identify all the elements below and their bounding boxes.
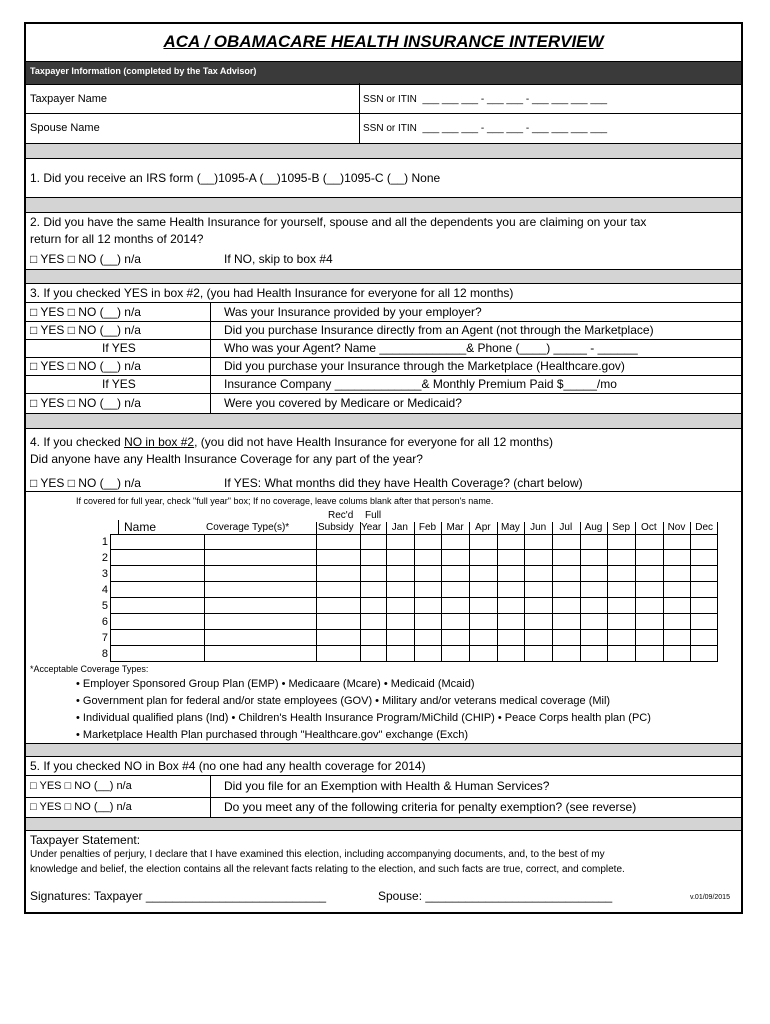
divider	[26, 357, 741, 358]
statement-line-2: knowledge and belief, the election contains all the relevant facts relating to the election, and such facts are true, correct, and complete.	[30, 864, 625, 875]
table-vline	[717, 522, 718, 662]
spouse-name-label: Spouse Name	[30, 122, 100, 134]
grey-separator	[26, 197, 741, 213]
table-header-recd-top: Rec'd	[328, 510, 354, 521]
coverage-bullet-3: • Individual qualified plans (Ind) • Children's Health Insurance Program/MiChild (CHIP) • Peace Corps health plan (PC)	[76, 712, 651, 724]
table-row-number: 4	[101, 584, 108, 596]
table-vline	[469, 522, 470, 662]
form-title: ACA / OBAMACARE HEALTH INSURANCE INTERVIEW	[163, 32, 604, 51]
table-header-month: Nov	[667, 522, 686, 533]
divider	[26, 321, 741, 322]
spouse-ssn-field[interactable]: ___ ___ ___ - ___ ___ - ___ ___ ___ ___	[422, 123, 608, 134]
table-hline	[110, 581, 718, 582]
divider	[26, 339, 741, 340]
table-hline	[110, 597, 718, 598]
table-vline	[690, 522, 691, 662]
table-row-number: 7	[101, 632, 108, 644]
q3-row-5-if-yes: If YES	[102, 377, 136, 391]
table-vline	[663, 522, 664, 662]
grey-separator	[26, 817, 741, 831]
table-vline	[552, 522, 553, 662]
spouse-signature-field[interactable]: Spouse: ____________________________	[378, 889, 613, 903]
table-hline	[110, 534, 718, 535]
question-5-header: 5. If you checked NO in Box #4 (no one had any health coverage for 2014)	[30, 759, 426, 773]
question-1: 1. Did you receive an IRS form (__)1095-A (__)1095-B (__)1095-C (__) None	[30, 171, 441, 185]
table-hline	[110, 661, 718, 662]
table-hline	[110, 549, 718, 550]
grey-separator	[26, 143, 741, 159]
table-hline	[110, 613, 718, 614]
table-header-month: Jan	[391, 522, 408, 533]
q3-row-5-insurance-field[interactable]: Insurance Company _____________& Monthly Premium Paid $_____/mo	[224, 377, 617, 391]
table-hline	[110, 645, 718, 646]
table-hline	[110, 629, 718, 630]
question-2-line2: return for all 12 months of 2014?	[30, 232, 204, 246]
question-4-line2: Did anyone have any Health Insurance Coverage for any part of the year?	[30, 452, 423, 466]
coverage-bullet-4: • Marketplace Health Plan purchased through "Healthcare.gov" exchange (Exch)	[76, 729, 468, 741]
taxpayer-ssn-label: SSN or ITIN ___ ___ ___ - ___ ___ - ___ ___ ___ ___	[363, 94, 608, 105]
table-vline	[635, 522, 636, 662]
q3-row-3-agent-field[interactable]: Who was your Agent? Name _____________& Phone (____) _____ - ______	[224, 341, 638, 355]
table-row-number: 8	[101, 648, 108, 660]
interview-form	[24, 22, 743, 914]
table-header-coverage: Coverage Type(s)*	[206, 522, 290, 533]
table-row-number: 6	[101, 616, 108, 628]
table-row-number: 2	[101, 552, 108, 564]
table-header-name: Name	[124, 520, 157, 534]
table-header-month: May	[501, 522, 520, 533]
divider	[26, 375, 741, 376]
taxpayer-ssn-field[interactable]: ___ ___ ___ - ___ ___ - ___ ___ ___ ___	[422, 94, 608, 105]
table-vline	[110, 534, 111, 662]
table-header-month: Jul	[559, 522, 573, 533]
acceptable-coverage-label: *Acceptable Coverage Types:	[30, 664, 149, 674]
statement-title: Taxpayer Statement:	[30, 833, 141, 847]
table-header-month: Sep	[612, 522, 631, 533]
question-4-if-yes: If YES: What months did they have Health Coverage? (chart below)	[224, 476, 583, 490]
table-header-month: Jun	[530, 522, 547, 533]
question-2-skip: If NO, skip to box #4	[224, 252, 333, 266]
taxpayer-info-header: Taxpayer Information (completed by the Tax Advisor)	[30, 66, 257, 76]
table-vline	[118, 520, 119, 534]
q5-row-2-question: Do you meet any of the following criteria for penalty exemption? (see reverse)	[224, 800, 637, 814]
table-header-month: Apr	[475, 522, 491, 533]
table-header-full-top: Full	[365, 510, 382, 521]
coverage-bullet-2: • Government plan for federal and/or state employees (GOV) • Military and/or veterans medical coverage (Mil)	[76, 695, 611, 707]
divider	[26, 302, 741, 303]
q5-row-2-options[interactable]: □ YES □ NO (__) n/a	[30, 801, 132, 813]
coverage-table	[96, 510, 718, 662]
table-header-recd-bottom: Subsidy	[318, 522, 354, 533]
table-header-month: Oct	[641, 522, 657, 533]
grey-separator	[26, 743, 741, 757]
q3-row-3-if-yes: If YES	[102, 341, 136, 355]
taxpayer-signature-field[interactable]: Signatures: Taxpayer ___________________________	[30, 889, 327, 903]
q3-row-1-options[interactable]: □ YES □ NO (__) n/a	[30, 305, 141, 319]
table-header-full-bottom: Year	[361, 522, 382, 533]
table-vline	[497, 522, 498, 662]
question-2-options[interactable]: □ YES □ NO (__) n/a	[30, 252, 141, 266]
table-vline	[316, 522, 317, 662]
table-header-month: Mar	[446, 522, 464, 533]
q3-row-6-options[interactable]: □ YES □ NO (__) n/a	[30, 396, 141, 410]
grey-separator	[26, 269, 741, 284]
table-row-number: 1	[101, 536, 108, 548]
question-3-header: 3. If you checked YES in box #2, (you had Health Insurance for everyone for all 12 months)	[30, 286, 514, 300]
divider	[26, 775, 741, 776]
question-4-options[interactable]: □ YES □ NO (__) n/a	[30, 476, 141, 490]
question-4-line1: 4. If you checked NO in box #2, (you did not have Health Insurance for everyone for all 12 months)	[30, 435, 553, 449]
chart-note: If covered for full year, check "full year" box; If no coverage, leave colums blank after that person's name.	[76, 496, 494, 506]
divider	[26, 797, 741, 798]
table-row-number: 5	[101, 600, 108, 612]
q3-row-2-question: Did you purchase Insurance directly from an Agent (not through the Marketplace)	[224, 323, 654, 337]
table-vline	[414, 522, 415, 662]
table-vline	[580, 522, 581, 662]
statement-line-1: Under penalties of perjury, I declare that I have examined this election, including accompanying documents, and, to the best of my	[30, 849, 605, 860]
divider	[26, 491, 741, 492]
table-vline	[204, 534, 205, 662]
q5-column-divider	[210, 775, 211, 817]
q3-row-2-options[interactable]: □ YES □ NO (__) n/a	[30, 323, 141, 337]
table-vline	[441, 522, 442, 662]
table-header-month: Aug	[584, 522, 603, 533]
q3-row-6-question: Were you covered by Medicare or Medicaid?	[224, 396, 462, 410]
table-row-number: 3	[101, 568, 108, 580]
question-2-line1: 2. Did you have the same Health Insurance for yourself, spouse and all the dependents you are claiming on your tax	[30, 215, 647, 229]
q3-row-4-question: Did you purchase your Insurance through the Marketplace (Healthcare.gov)	[224, 359, 625, 373]
taxpayer-info-header-bar	[26, 61, 741, 85]
spouse-ssn-label: SSN or ITIN ___ ___ ___ - ___ ___ - ___ ___ ___ ___	[363, 123, 608, 134]
table-header-month: Dec	[695, 522, 714, 533]
table-vline	[607, 522, 608, 662]
table-vline	[386, 522, 387, 662]
table-vline	[524, 522, 525, 662]
version-label: v.01/09/2015	[690, 894, 730, 901]
q5-row-1-question: Did you file for an Exemption with Health & Human Services?	[224, 779, 550, 793]
grey-separator	[26, 413, 741, 429]
q3-row-4-options[interactable]: □ YES □ NO (__) n/a	[30, 359, 141, 373]
table-hline	[110, 565, 718, 566]
divider	[26, 113, 741, 114]
coverage-bullet-1: • Employer Sponsored Group Plan (EMP) • Medicaare (Mcare) • Medicaid (Mcaid)	[76, 678, 475, 690]
q5-row-1-options[interactable]: □ YES □ NO (__) n/a	[30, 780, 132, 792]
taxpayer-name-label: Taxpayer Name	[30, 93, 108, 105]
q3-row-1-question: Was your Insurance provided by your employer?	[224, 305, 482, 319]
divider	[26, 393, 741, 394]
table-header-month: Feb	[418, 522, 437, 533]
table-vline	[360, 522, 361, 662]
